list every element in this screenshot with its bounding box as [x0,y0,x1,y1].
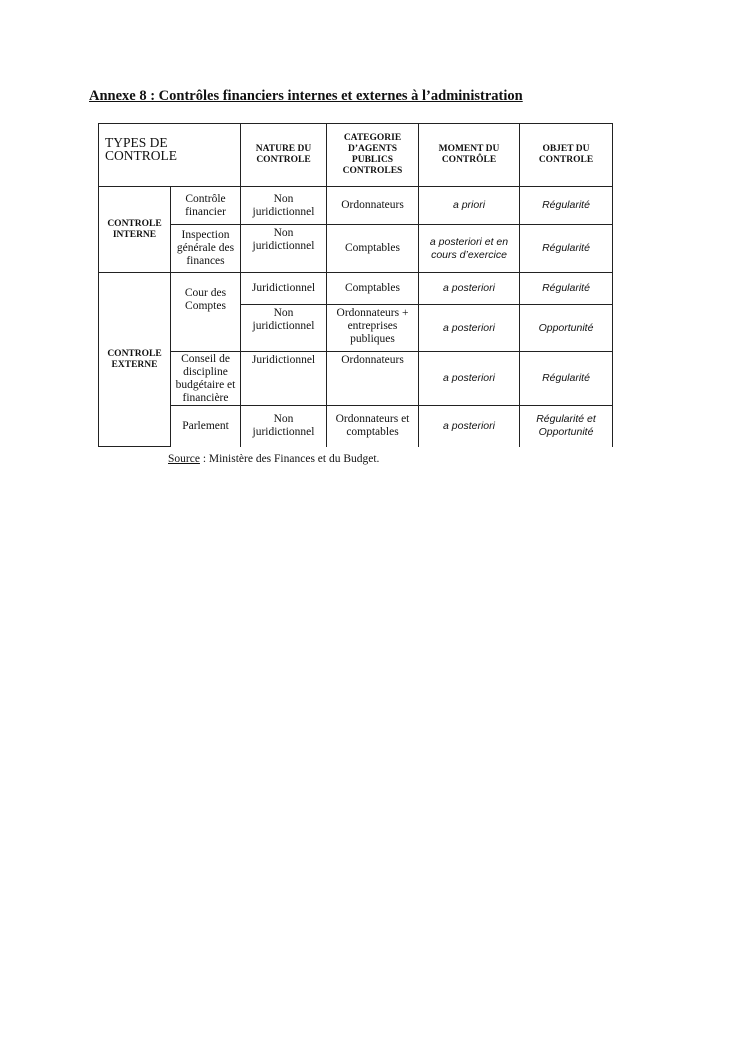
group-controle-externe: CONTROLE EXTERNE [99,273,171,447]
table-row [99,187,613,225]
cell-categorie: Comptables [327,273,419,305]
cell-nature: Juridictionnel [241,273,327,305]
cell-moment: a posteriori [419,406,520,447]
document-title: Annexe 8 : Contrôles financiers internes et externes à l’administration [89,88,523,104]
source-label: Source [168,453,200,465]
cell-organe: Parlement [171,406,241,447]
cell-objet: Opportunité [520,305,613,352]
cell-categorie: Ordonnateurs et comptables [327,406,419,447]
cell-objet: Régularité et Opportunité [520,406,613,447]
cell-moment: a priori [419,187,520,225]
cell-categorie: Ordonnateurs [327,352,419,406]
cell-organe: Conseil de discipline budgétaire et financière [171,352,241,406]
cell-moment: a posteriori [419,305,520,352]
cell-objet: Régularité [520,225,613,273]
cell-nature: Juridictionnel [241,352,327,406]
cell-categorie: Ordonnateurs [327,187,419,225]
header-row [99,124,613,187]
cell-moment: a posteriori et en cours d’exercice [419,225,520,273]
header-categorie: CATEGORIE D’AGENTS PUBLICS CONTROLES [327,124,419,187]
cell-organe: Contrôle financier [171,187,241,225]
cell-categorie: Comptables [327,225,419,273]
table-row [99,225,613,273]
cell-nature: Non juridictionnel [241,187,327,225]
cell-objet: Régularité [520,352,613,406]
cell-nature: Non juridictionnel [241,225,327,273]
cell-objet: Régularité [520,187,613,225]
cell-moment: a posteriori [419,352,520,406]
cell-moment: a posteriori [419,273,520,305]
cell-nature: Non juridictionnel [241,406,327,447]
table-row [99,406,613,447]
cell-nature: Non juridictionnel [241,305,327,352]
header-moment: MOMENT DU CONTRÔLE [419,124,520,187]
header-nature: NATURE DU CONTROLE [241,124,327,187]
source-note [168,453,379,465]
cell-objet: Régularité [520,273,613,305]
cell-categorie: Ordonnateurs + entreprises publiques [327,305,419,352]
group-controle-interne: CONTROLE INTERNE [99,187,171,273]
header-objet: OBJET DU CONTROLE [520,124,613,187]
controls-table [98,123,613,447]
cell-organe: Cour des Comptes [171,273,241,352]
source-text: : Ministère des Finances et du Budget. [199,453,380,465]
header-types-de-controle: TYPES DE CONTROLE [99,124,241,187]
cell-organe: Inspection générale des finances [171,225,241,273]
table-row [99,352,613,406]
table-row [99,273,613,305]
